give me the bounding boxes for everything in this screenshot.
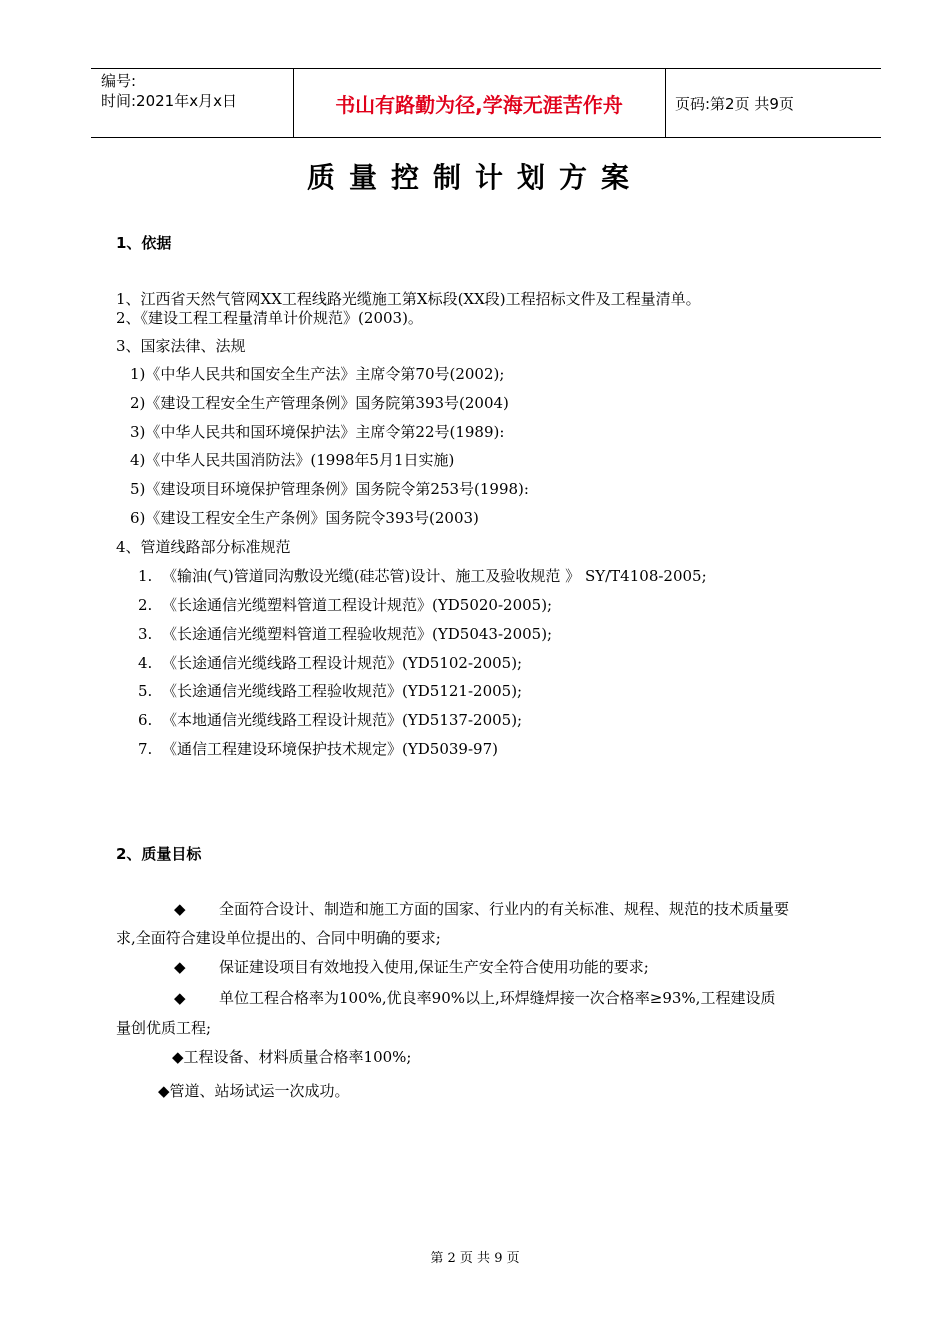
standard-number: 1.: [138, 567, 153, 585]
standard-number: 3.: [138, 625, 153, 643]
standard-number: 5.: [138, 682, 153, 700]
basis-item: 1、江西省天然气管网XX工程线路光缆施工第X标段(XX段)工程招标文件及工程量清单。: [116, 290, 701, 308]
standard-item: [138, 681, 522, 701]
law-item: 4)《中华人民共国消防法》(1998年5月1日实施): [130, 451, 455, 469]
standard-number: 2.: [138, 596, 153, 614]
goal-bullet-icon: ◆: [174, 958, 186, 976]
basis-item: 3、国家法律、法规: [116, 337, 246, 355]
section2-heading: 2、质量目标: [116, 845, 202, 863]
standard-text: 《长途通信光缆塑料管道工程设计规范》(YD5020-2005);: [162, 596, 553, 614]
standard-number: 6.: [138, 711, 153, 729]
standard-text: 《长途通信光缆线路工程设计规范》(YD5102-2005);: [162, 654, 523, 672]
basis-item: 2、《建设工程工程量清单计价规范》(2003)。: [116, 309, 423, 327]
goal-item: ◆工程设备、材料质量合格率100%;: [172, 1048, 412, 1066]
standard-item: [138, 739, 498, 759]
header-divider: [665, 69, 666, 137]
law-item: 1)《中华人民共和国安全生产法》主席令第70号(2002);: [130, 365, 505, 383]
law-item: 5)《建设项目环境保护管理条例》国务院令第253号(1998):: [130, 480, 529, 498]
standard-text: 《本地通信光缆线路工程设计规范》(YD5137-2005);: [162, 711, 523, 729]
header-number: 编号:: [101, 72, 137, 90]
law-item: 6)《建设工程安全生产条例》国务院令393号(2003): [130, 509, 479, 527]
header-page-number: 页码:第2页 共9页: [675, 94, 794, 113]
header-motto: 书山有路勤为径,学海无涯苦作舟: [335, 92, 623, 117]
goal-item: 单位工程合格率为100%,优良率90%以上,环焊缝焊接一次合格率≥93%,工程建设质: [219, 989, 776, 1007]
page-header: [91, 68, 881, 138]
standard-item: [138, 624, 552, 644]
header-time: 时间:2021年x月x日: [101, 92, 237, 110]
goal-item: 全面符合设计、制造和施工方面的国家、行业内的有关标准、规程、规范的技术质量要: [219, 900, 790, 918]
header-meta: [101, 71, 237, 111]
standard-text: 《输油(气)管道同沟敷设光缆(硅芯管)设计、施工及验收规范 》 SY/T4108-2005;: [162, 567, 707, 585]
standard-number: 4.: [138, 654, 153, 672]
law-item: 3)《中华人民共和国环境保护法》主席令第22号(1989):: [130, 423, 505, 441]
standards-heading: 4、管道线路部分标准规范: [116, 538, 291, 556]
goal-bullet-icon: ◆: [174, 989, 186, 1007]
standard-item: [138, 566, 707, 586]
standard-item: [138, 710, 522, 730]
section1-heading: 1、依据: [116, 234, 172, 252]
standard-text: 《长途通信光缆塑料管道工程验收规范》(YD5043-2005);: [162, 625, 553, 643]
standard-item: [138, 595, 552, 615]
standard-item: [138, 653, 522, 673]
goal-item: ◆管道、站场试运一次成功。: [158, 1082, 350, 1100]
law-item: 2)《建设工程安全生产管理条例》国务院第393号(2004): [130, 394, 509, 412]
goal-item-continued: 求,全面符合建设单位提出的、合同中明确的要求;: [116, 929, 441, 947]
goal-item: 保证建设项目有效地投入使用,保证生产安全符合使用功能的要求;: [219, 958, 649, 976]
goal-bullet-icon: ◆: [174, 900, 186, 918]
page-footer: 第 2 页 共 9 页: [430, 1251, 520, 1266]
standard-text: 《长途通信光缆线路工程验收规范》(YD5121-2005);: [162, 682, 523, 700]
goal-item-continued: 量创优质工程;: [116, 1019, 212, 1037]
document-title: 质量控制计划方案: [306, 161, 643, 194]
standard-text: 《通信工程建设环境保护技术规定》(YD5039-97): [162, 740, 498, 758]
standard-number: 7.: [138, 740, 153, 758]
